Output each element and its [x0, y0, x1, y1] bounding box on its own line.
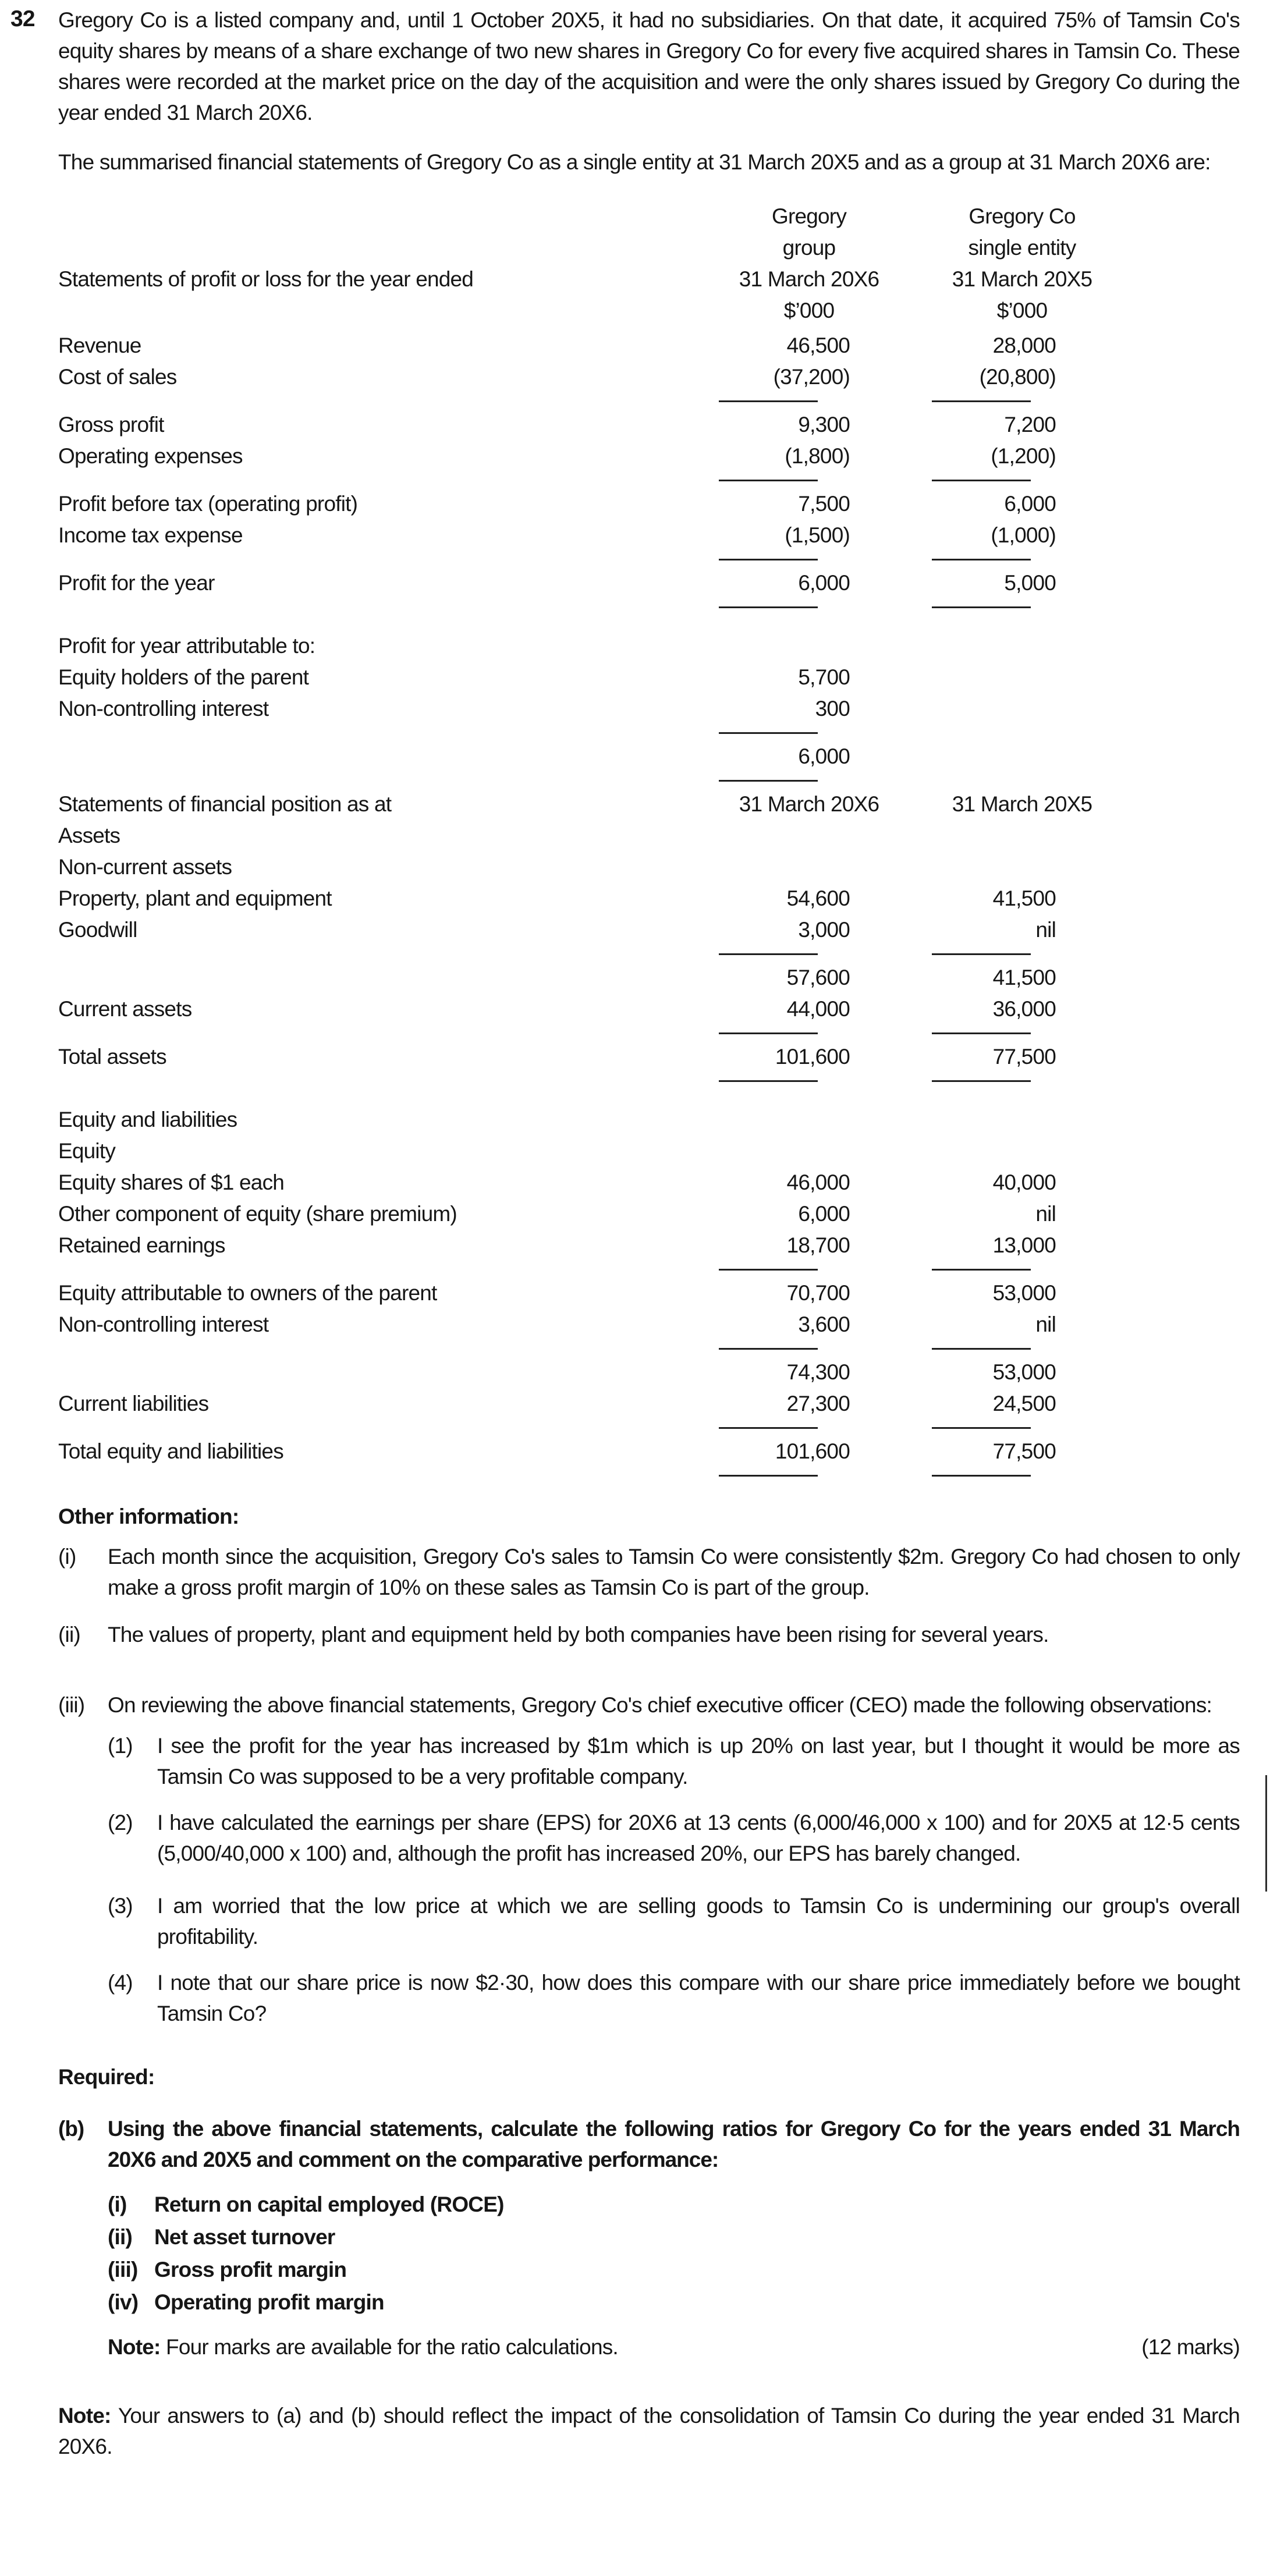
list-item — [58, 1541, 1240, 1603]
total-rule — [719, 953, 818, 955]
list-item-text: Operating profit margin — [154, 2290, 384, 2314]
row-label: Equity — [58, 1139, 116, 1163]
table-rule-row — [58, 1073, 1240, 1089]
table-row — [58, 567, 1240, 599]
table-row — [58, 1136, 1240, 1167]
row-value: 101,600 — [775, 1045, 850, 1069]
row-label: Property, plant and equipment — [58, 886, 332, 910]
requirement-b — [58, 2113, 1240, 2175]
list-item-number: (iv) — [108, 2290, 139, 2314]
table-row — [58, 883, 1240, 914]
question-number: 32 — [10, 6, 35, 31]
row-value: (1,200) — [991, 444, 1056, 468]
table-header-row — [58, 201, 1240, 232]
total-rule — [719, 559, 818, 560]
row-value: 57,600 — [786, 966, 850, 989]
row-value: 5,700 — [798, 665, 850, 689]
list-item-text: Each month since the acquisition, Gregory Co's sales to Tamsin Co were consistently $2m. Gregory Co had chosen to only make a gross profit margin of 10% on these sales as Tamsin Co is part of the group. — [108, 1545, 1240, 1599]
table-row — [58, 1167, 1240, 1198]
table-rule-row — [58, 472, 1240, 488]
marks-badge: (12 marks) — [1141, 2335, 1240, 2359]
list-item-number: (4) — [108, 1971, 133, 1995]
row-value: 13,000 — [992, 1233, 1056, 1257]
row-value: 27,300 — [786, 1392, 850, 1415]
table-row — [58, 1357, 1240, 1388]
row-label: Non-controlling interest — [58, 1312, 269, 1336]
statement-title: Statements of financial position as at — [58, 792, 392, 816]
column2-header: single entity — [968, 236, 1076, 260]
row-value: 77,500 — [992, 1439, 1056, 1463]
table-row — [58, 851, 1240, 883]
table-row — [58, 1198, 1240, 1230]
table-header-row — [58, 264, 1240, 295]
list-item — [108, 2254, 1240, 2286]
table-row — [58, 1104, 1240, 1136]
table-row — [58, 441, 1240, 472]
requirement-b-text: Using the above financial statements, calculate the following ratios for Gregory Co for the years ended 31 March 20X6 and 20X5 and comment on the comparative performance: — [108, 2117, 1240, 2171]
intro-paragraph-1: Gregory Co is a listed company and, until 1 October 20X5, it had no subsidiaries. On that date, it acquired 75% of Tamsin Co's equity shares by means of a share exchange of two new shares in Gregory Co for every five acquired shares in Tamsin Co. These shares were recorded at the market price on the day of the acquisition and were the only shares issued by Gregory Co during the year ended 31 March 20X6. — [58, 8, 1240, 125]
table-header-row — [58, 295, 1240, 327]
table-rule-row — [58, 599, 1240, 615]
note-prefix: Note: — [58, 2404, 111, 2428]
total-rule — [719, 732, 818, 734]
row-value: nil — [1035, 1202, 1056, 1226]
list-item — [108, 2286, 1240, 2319]
total-rule — [932, 1348, 1031, 1350]
financial-position-rows — [58, 820, 1240, 1484]
row-label: Equity holders of the parent — [58, 665, 309, 689]
list-item-text: I see the profit for the year has increased by $1m which is up 20% on last year, but I thought it would be more as Tamsin Co was supposed to be a very profitable company. — [157, 1734, 1240, 1789]
row-value: 5,000 — [1004, 571, 1056, 595]
total-rule — [932, 606, 1031, 608]
row-value: 7,500 — [798, 492, 850, 516]
row-value: 53,000 — [992, 1281, 1056, 1305]
row-label: Cost of sales — [58, 365, 177, 389]
row-value: 77,500 — [992, 1045, 1056, 1069]
table-rule-row — [58, 946, 1240, 962]
row-label: Current assets — [58, 997, 192, 1021]
row-label: Retained earnings — [58, 1233, 225, 1257]
marks-line — [108, 2332, 1240, 2362]
row-value: 28,000 — [992, 333, 1056, 357]
table-row — [58, 630, 1240, 662]
total-rule — [932, 1080, 1031, 1082]
list-item-text: I note that our share price is now $2·30, how does this compare with our share price immediately before we bought Tamsin Co? — [157, 1971, 1240, 2025]
row-value: nil — [1035, 1312, 1056, 1336]
row-label: Income tax expense — [58, 523, 243, 547]
row-label: Total assets — [58, 1045, 166, 1069]
total-rule — [932, 1475, 1031, 1477]
row-label: Non-current assets — [58, 855, 232, 879]
list-item-number: (i) — [108, 2192, 127, 2216]
profit-or-loss-statement — [58, 201, 1240, 789]
total-rule — [719, 1269, 818, 1271]
table-rule-row — [58, 1340, 1240, 1357]
table-row — [58, 488, 1240, 520]
row-label: Profit for the year — [58, 571, 215, 595]
row-value: 18,700 — [786, 1233, 850, 1257]
row-value: 6,000 — [798, 744, 850, 768]
row-value: 6,000 — [798, 571, 850, 595]
row-label: Profit before tax (operating profit) — [58, 492, 358, 516]
note-prefix: Note: — [108, 2335, 161, 2359]
table-rule-row — [58, 1261, 1240, 1278]
final-note — [58, 2400, 1240, 2462]
list-item — [108, 2221, 1240, 2254]
row-label: Goodwill — [58, 918, 137, 942]
table-row — [58, 741, 1240, 772]
row-value: 7,200 — [1004, 413, 1056, 437]
table-spacer-row — [58, 1089, 1240, 1104]
total-rule — [719, 1080, 818, 1082]
list-item-text: On reviewing the above financial statements, Gregory Co's chief executive officer (CEO) made the following observations: — [108, 1693, 1212, 1717]
total-rule — [932, 1269, 1031, 1271]
required-heading: Required: — [58, 2065, 155, 2089]
table-rule-row — [58, 551, 1240, 567]
table-row — [58, 1041, 1240, 1073]
row-label: Total equity and liabilities — [58, 1439, 283, 1463]
row-value: nil — [1035, 918, 1056, 942]
table-row — [58, 662, 1240, 693]
row-value: 54,600 — [786, 886, 850, 910]
list-item-text: I am worried that the low price at which we are selling goods to Tamsin Co is undermining our group's overall profitability. — [157, 1894, 1240, 1949]
table-rule-row — [58, 1025, 1240, 1041]
table-rule-row — [58, 393, 1240, 409]
row-value: (1,500) — [785, 523, 850, 547]
table-row — [58, 1388, 1240, 1420]
total-rule — [719, 400, 818, 402]
total-rule — [719, 1427, 818, 1429]
row-value: 46,500 — [786, 333, 850, 357]
note-text: Four marks are available for the ratio calculations. — [160, 2335, 618, 2359]
list-item-text: Net asset turnover — [154, 2225, 335, 2249]
row-label: Current liabilities — [58, 1392, 209, 1415]
row-value: 46,000 — [786, 1170, 850, 1194]
statement-title: Statements of profit or loss for the year ended — [58, 267, 474, 291]
financial-position-statement — [58, 789, 1240, 1484]
list-item-number: (2) — [108, 1811, 133, 1835]
other-information-list — [58, 1541, 1240, 1720]
row-label: Revenue — [58, 333, 141, 357]
row-label: Other component of equity (share premium) — [58, 1202, 457, 1226]
table-row — [58, 1230, 1240, 1261]
table-row — [58, 994, 1240, 1025]
total-rule — [932, 480, 1031, 481]
table-row — [58, 693, 1240, 725]
table-rule-row — [58, 725, 1240, 741]
other-information-heading: Other information: — [58, 1505, 239, 1528]
table-row — [58, 820, 1240, 851]
list-item-number: (ii) — [108, 2225, 133, 2249]
row-value: 41,500 — [992, 966, 1056, 989]
row-label: Profit for year attributable to: — [58, 634, 315, 658]
table-row — [58, 520, 1240, 551]
table-spacer-row — [58, 615, 1240, 630]
total-rule — [932, 400, 1031, 402]
total-rule — [932, 559, 1031, 560]
row-value: 74,300 — [786, 1360, 850, 1384]
row-label: Assets — [58, 824, 120, 847]
row-value: (37,200) — [773, 365, 850, 389]
total-rule — [932, 1427, 1031, 1429]
total-rule — [719, 780, 818, 782]
row-value: 44,000 — [786, 997, 850, 1021]
ceo-observations-list — [108, 1730, 1240, 2029]
total-rule — [932, 1032, 1031, 1034]
row-label: Gross profit — [58, 413, 164, 437]
column2-unit: $’000 — [996, 299, 1048, 322]
column1-date: 31 March 20X6 — [739, 267, 879, 291]
column2-header: Gregory Co — [969, 204, 1076, 228]
list-item-text: Return on capital employed (ROCE) — [154, 2192, 504, 2216]
table-row — [58, 1309, 1240, 1340]
table-row — [58, 962, 1240, 994]
column2-date: 31 March 20X5 — [952, 267, 1092, 291]
column1-date: 31 March 20X6 — [739, 792, 879, 816]
list-item-number: (3) — [108, 1894, 133, 1918]
ratio-note — [108, 2332, 618, 2362]
list-item-text: Gross profit margin — [154, 2258, 347, 2282]
column1-unit: $’000 — [783, 299, 835, 322]
table-header-row — [58, 232, 1240, 264]
row-value: (1,000) — [991, 523, 1056, 547]
list-item — [108, 1967, 1240, 2029]
row-label: Equity shares of $1 each — [58, 1170, 285, 1194]
table-row — [58, 1436, 1240, 1467]
list-item — [108, 1890, 1240, 1952]
column1-header: Gregory — [771, 204, 847, 228]
total-rule — [719, 1032, 818, 1034]
row-label: Equity attributable to owners of the parent — [58, 1281, 437, 1305]
row-value: 3,600 — [798, 1312, 850, 1336]
list-item-number: (ii) — [58, 1623, 80, 1647]
row-value: 101,600 — [775, 1439, 850, 1463]
table-row — [58, 1278, 1240, 1309]
row-value: 6,000 — [1004, 492, 1056, 516]
row-value: (20,800) — [979, 365, 1056, 389]
note-text: Your answers to (a) and (b) should reflect the impact of the consolidation of Tamsin Co during the year ended 31 March 20X6. — [58, 2404, 1240, 2458]
total-rule — [719, 1348, 818, 1350]
list-item-number: (1) — [108, 1734, 133, 1758]
row-value: 53,000 — [992, 1360, 1056, 1384]
list-item — [108, 1807, 1240, 1869]
list-item-text: The values of property, plant and equipment held by both companies have been rising for several years. — [108, 1623, 1049, 1647]
list-item-text: I have calculated the earnings per share (EPS) for 20X6 at 13 cents (6,000/46,000 x 100) and for 20X5 at 12·5 cents (5,000/40,000 x 100) and, although the profit has increased 20%, our EPS has barely changed. — [157, 1811, 1240, 1865]
column2-date: 31 March 20X5 — [952, 792, 1092, 816]
table-rule-row — [58, 1467, 1240, 1484]
table-rule-row — [58, 772, 1240, 789]
list-item — [58, 1619, 1240, 1650]
table-row — [58, 361, 1240, 393]
table-row — [58, 330, 1240, 361]
row-value: 9,300 — [798, 413, 850, 437]
row-value: 3,000 — [798, 918, 850, 942]
list-item — [108, 2188, 1240, 2221]
row-value: (1,800) — [785, 444, 850, 468]
row-label: Operating expenses — [58, 444, 243, 468]
total-rule — [719, 1475, 818, 1477]
table-rule-row — [58, 1420, 1240, 1436]
total-rule — [719, 606, 818, 608]
row-value: 36,000 — [992, 997, 1056, 1021]
row-value: 6,000 — [798, 1202, 850, 1226]
requirement-b-number: (b) — [58, 2117, 84, 2141]
row-label: Equity and liabilities — [58, 1108, 237, 1131]
total-rule — [719, 480, 818, 481]
list-item — [58, 1690, 1240, 1720]
list-item-number: (iii) — [108, 2258, 138, 2282]
table-header-row — [58, 789, 1240, 820]
list-item-number: (i) — [58, 1545, 76, 1569]
intro-paragraph-2: The summarised financial statements of Gregory Co as a single entity at 31 March 20X5 and as a group at 31 March 20X6 are: — [58, 150, 1211, 174]
list-item-number: (iii) — [58, 1693, 85, 1717]
row-value: 41,500 — [992, 886, 1056, 910]
row-value: 40,000 — [992, 1170, 1056, 1194]
row-value: 300 — [815, 697, 850, 721]
row-label: Non-controlling interest — [58, 697, 269, 721]
scan-artifact-line — [1265, 1775, 1267, 1892]
table-row — [58, 914, 1240, 946]
list-item — [108, 1730, 1240, 1792]
table-row — [58, 409, 1240, 441]
profit-or-loss-rows — [58, 330, 1240, 789]
row-value: 70,700 — [786, 1281, 850, 1305]
ratio-list — [108, 2188, 1240, 2319]
row-value: 24,500 — [992, 1392, 1056, 1415]
column1-header: group — [782, 236, 836, 260]
total-rule — [932, 953, 1031, 955]
